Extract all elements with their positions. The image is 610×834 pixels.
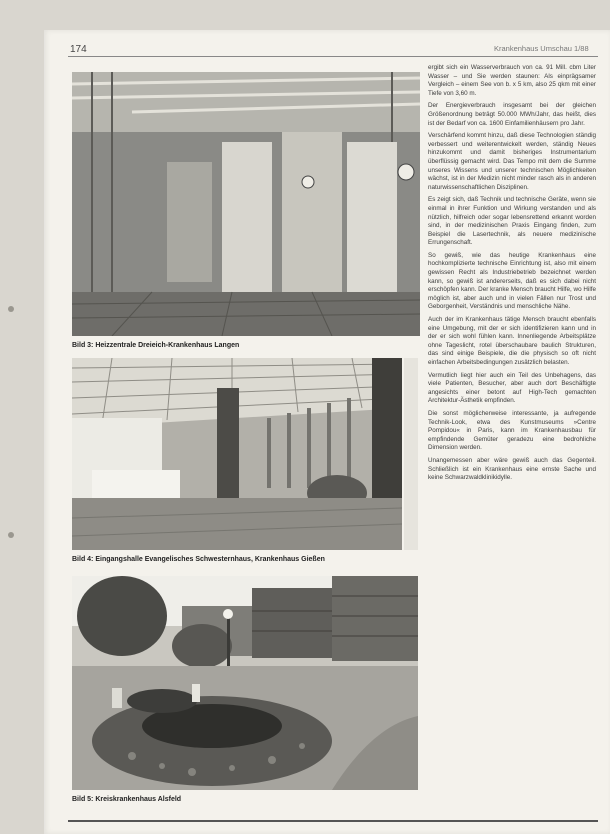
- photo-boiler-room: [72, 72, 420, 336]
- page-number: 174: [70, 44, 87, 55]
- paragraph: Verschärfend kommt hinzu, daß diese Technologien ständig verbessert und weiterentwickelt werden, ständig Neues hinzukommt und damit bisheriges Instrumentarium überflüssig gemacht wird. Das Tempo mit dem die Summe unseres Wissens und unserer technischen Möglichkeiten wächst, ist in der Medizin nicht minder rasch als in anderen naturwissenschaftlichen Disziplinen.: [428, 132, 596, 191]
- photo-hospital-exterior: [72, 576, 418, 790]
- paragraph: Vermutlich liegt hier auch ein Teil des Unbehagens, das viele Patienten, Besucher, aber auch dort Beschäftigte angesichts einer betont auf High-Tech gemachten Architektur-Ästhetik empfinden.: [428, 371, 596, 405]
- figure-caption: Bild 5: Kreiskrankenhaus Alsfeld: [72, 796, 182, 803]
- running-title: Krankenhaus Umschau 1/88: [494, 44, 589, 53]
- punch-hole: [8, 532, 14, 538]
- photo-edge-strip: [404, 358, 418, 550]
- body-text-column: [428, 64, 596, 487]
- bottom-divider: [68, 820, 598, 822]
- figure-caption: Bild 4: Eingangshalle Evangelisches Schwesternhaus, Krankenhaus Gießen: [72, 556, 325, 563]
- paragraph: Auch der im Krankenhaus tätige Mensch braucht ebenfalls eine Umgebung, mit der er sich identifizieren kann und in der er sich wohl fühlen kann. Innenliegende Arbeitsplätze ohne Tageslicht, rotel überschaubare baulich Strukturen, das sind einige Beispiele, die die physisch so oft nicht einfachen Arbeitsbedingungen zusätzlich belasten.: [428, 316, 596, 366]
- paragraph: Unangemessen aber wäre gewiß auch das Gegenteil. Schließlich ist ein Krankenhaus eine ernste Sache und keine Schwarzwaldklinikidylle.: [428, 456, 596, 482]
- figure-caption: Bild 3: Heizzentrale Dreieich-Krankenhaus Langen: [72, 342, 240, 349]
- paragraph: Es zeigt sich, daß Technik und technische Geräte, wenn sie einmal in ihrer Funktion und Wirkung verstanden und als nützlich, hilfreich oder sogar lebensrettend erkannt worden sind, in der medizinischen Praxis Eingang finden, zum Beispiel die Lasertechnik, als neuere medizinische Errungenschaft.: [428, 196, 596, 247]
- punch-hole: [8, 306, 14, 312]
- paragraph: ergibt sich ein Wasserverbrauch von ca. 91 Mill. cbm Liter Wasser – und Sie werden staunen: Als einprägsamer Vergleich – einem See von b. x 5 km, also 25 qkm mit einer Tiefe von 3,60 m.: [428, 64, 596, 97]
- paragraph: Die sonst möglicherweise interessante, ja aufregende Technik-Look, etwa des Kunstmuseums »Centre Pompidou« in Paris, kann im Krankenhausbau für empfindende Gemüter geradezu eine bedrohliche Dimension werden.: [428, 409, 596, 452]
- header-divider: [68, 56, 598, 57]
- photo-entrance-hall: [72, 358, 402, 550]
- paragraph: Der Energieverbrauch insgesamt bei der gleichen Größenordnung beträgt 50.000 MWh/Jahr, das heißt, dies ist der Bedarf von ca. 1600 Einfamilienhäusern pro Jahr.: [428, 102, 596, 127]
- paragraph: So gewiß, wie das heutige Krankenhaus eine hochkomplizierte technische Einrichtung ist, also mit einem gewissen Recht als Industriebetrieb bezeichnet werden kann, so gewiß ist andererseits, daß es sich dabei nicht erschöpfen kann. Der kranke Mensch braucht Hilfe, wo Hilfe möglich ist, aber auch und in vielen Fällen nur Trost und Geborgenheit, Verständnis und menschliche Nähe.: [428, 251, 596, 311]
